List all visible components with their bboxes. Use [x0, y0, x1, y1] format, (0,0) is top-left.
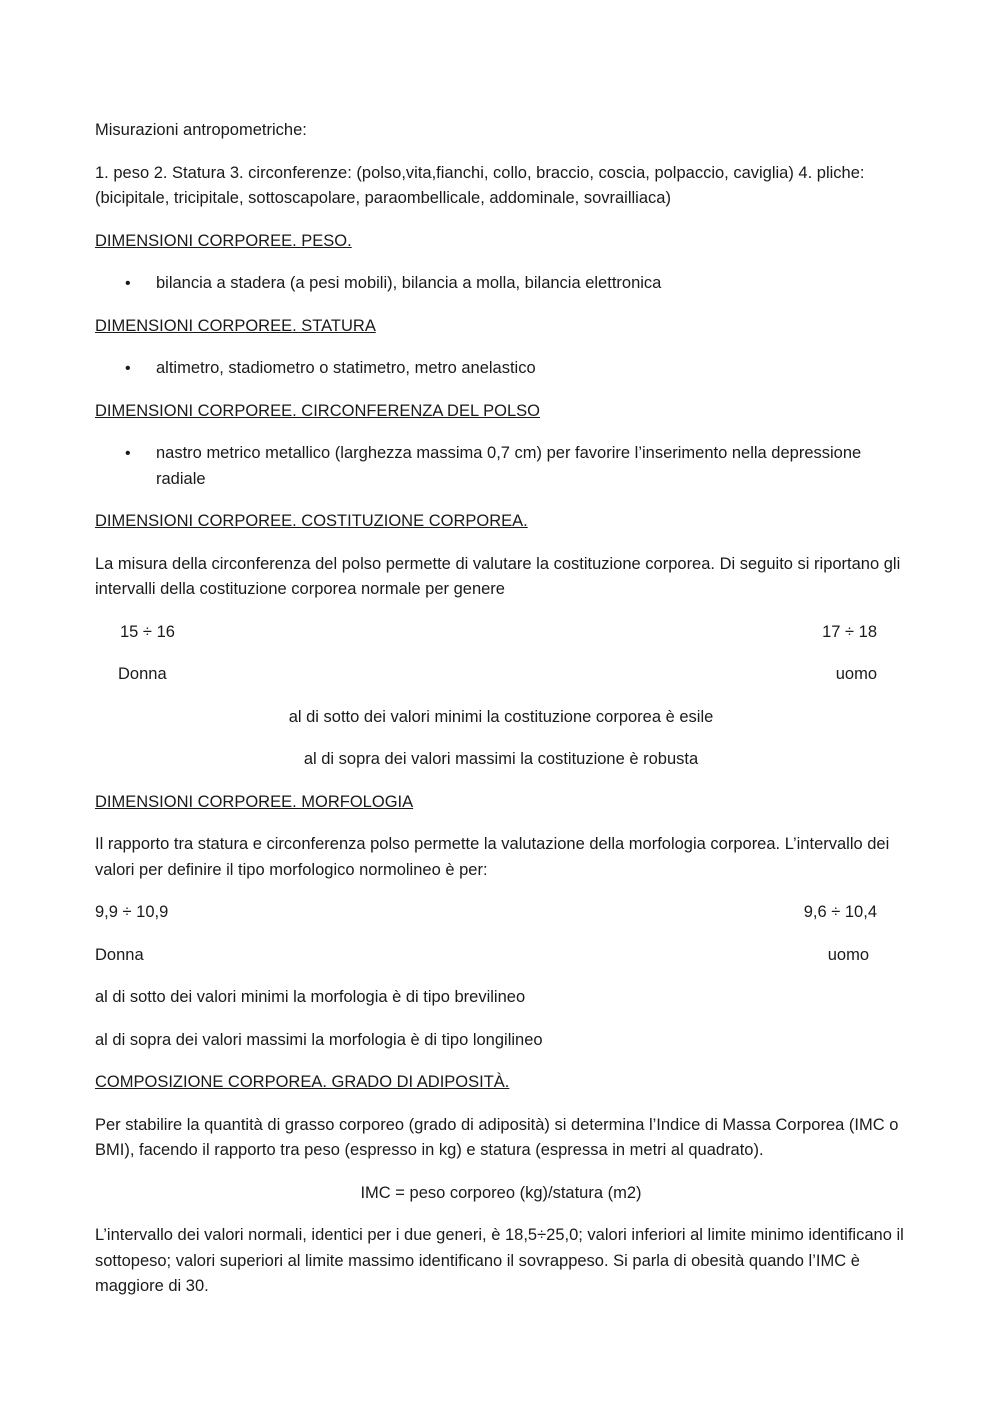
range-uomo: 17 ÷ 18: [822, 622, 877, 641]
label-donna: Donna: [118, 665, 167, 683]
list-statura: [95, 356, 907, 382]
label-donna: Donna: [95, 945, 144, 964]
range-donna: 15 ÷ 16: [120, 622, 175, 641]
label-uomo: uomo: [835, 665, 877, 683]
costituzione-labels: [95, 662, 907, 688]
heading-adiposita: COMPOSIZIONE CORPOREA. GRADO DI ADIPOSITÀ.: [95, 1073, 510, 1091]
heading-statura: DIMENSIONI CORPOREE. STATURA: [95, 316, 376, 335]
bullet-icon: •: [125, 360, 131, 377]
bullet-icon: •: [125, 275, 131, 292]
list-item: [95, 271, 907, 297]
imc-formula: IMC = peso corporeo (kg)/statura (m2): [360, 1183, 642, 1202]
morfologia-below: al di sotto dei valori minimi la morfologia è di tipo brevilineo: [95, 988, 526, 1006]
range-donna: 9,9 ÷ 10,9: [95, 903, 169, 921]
document-body: [95, 118, 907, 1317]
list-item: [95, 441, 907, 492]
adiposita-text: Per stabilire la quantità di grasso corporeo (grado di adiposità) si determina l’Indice di Massa Corporea (IMC o BMI), facendo il rapporto tra peso (espresso in kg) e statura (espressa in metri al quadrato).: [95, 1115, 899, 1159]
list-peso: [95, 271, 907, 297]
list-item-text: altimetro, stadiometro o statimetro, metro anelastico: [156, 359, 536, 377]
label-uomo: uomo: [827, 945, 869, 964]
list-item-text: bilancia a stadera (a pesi mobili), bilancia a molla, bilancia elettronica: [156, 274, 662, 292]
adiposita-conclusion: L’intervallo dei valori normali, identici per i due generi, è 18,5÷25,0; valori inferiori al limite minimo identificano il sottopeso; valori superiori al limite massimo identificano il sovrappeso. Si parla di obesità quando l’IMC è maggiore di 30.: [95, 1226, 904, 1295]
heading-peso: DIMENSIONI CORPOREE. PESO.: [95, 231, 352, 250]
bullet-icon: •: [125, 445, 131, 462]
list-polso: [95, 441, 907, 492]
range-uomo: 9,6 ÷ 10,4: [803, 903, 877, 921]
heading-costituzione: DIMENSIONI CORPOREE. COSTITUZIONE CORPOREA.: [95, 512, 528, 530]
morfologia-ranges: [95, 900, 907, 926]
costituzione-below: al di sotto dei valori minimi la costituzione corporea è esile: [288, 707, 714, 726]
list-item: [95, 356, 907, 382]
costituzione-ranges: [95, 620, 907, 646]
morfologia-above: al di sopra dei valori massimi la morfologia è di tipo longilineo: [95, 1030, 543, 1049]
list-item-text: nastro metrico metallico (larghezza massima 0,7 cm) per favorire l’inserimento nella depressione radiale: [156, 444, 862, 488]
intro-list: 1. peso 2. Statura 3. circonferenze: (polso,vita,fianchi, collo, braccio, coscia, polpaccio, caviglia) 4. pliche: (bicipitale, tricipitale, sottoscapolare, paraombellicale, addominale, sovrailliaca): [95, 163, 865, 207]
morfologia-text: Il rapporto tra statura e circonferenza polso permette la valutazione della morfologia corporea. L’intervallo dei valori per definire il tipo morfologico normolineo è per:: [95, 835, 890, 879]
heading-polso: DIMENSIONI CORPOREE. CIRCONFERENZA DEL POLSO: [95, 401, 540, 420]
heading-morfologia: DIMENSIONI CORPOREE. MORFOLOGIA: [95, 792, 414, 811]
morfologia-labels: [95, 943, 907, 969]
intro-title: Misurazioni antropometriche:: [95, 121, 307, 139]
costituzione-text: La misura della circonferenza del polso permette di valutare la costituzione corporea. Di seguito si riportano gli intervalli della costituzione corporea normale per genere: [95, 554, 901, 598]
costituzione-above: al di sopra dei valori massimi la costituzione è robusta: [303, 750, 699, 768]
